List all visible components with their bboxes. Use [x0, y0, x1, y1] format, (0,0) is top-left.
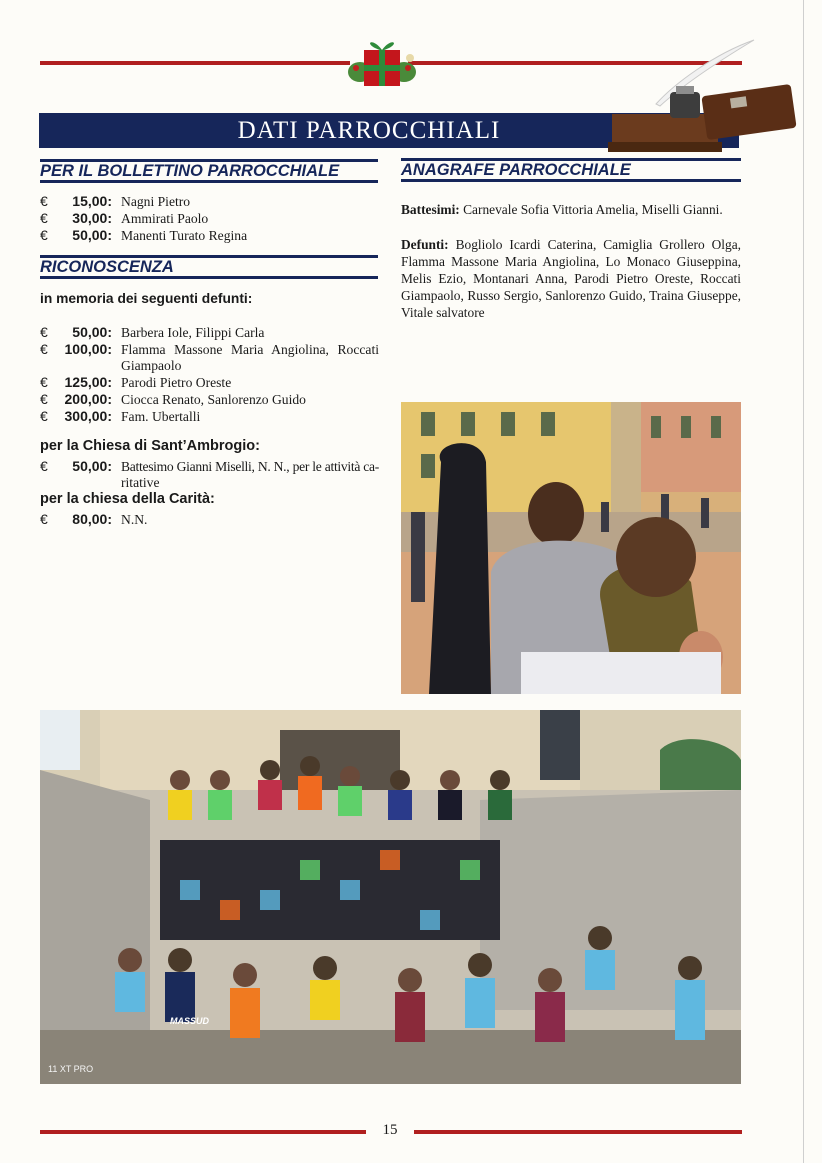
donor-names: Manenti Turato Regina: [121, 228, 248, 243]
riconoscenza-subtitle: in memoria dei seguenti defunti:: [40, 291, 253, 306]
camera-watermark: 11 XT PRO: [48, 1064, 94, 1074]
euro-sign: €: [40, 210, 48, 226]
amount: 200,00:: [64, 391, 112, 407]
amount: 15,00:: [72, 193, 112, 209]
donor-names: Nagni Pietro: [121, 194, 191, 209]
euro-sign: €: [40, 511, 48, 527]
shirt-print-text: MASSUD: [170, 1016, 210, 1026]
anagrafe-heading: ANAGRAFE PARROCCHIALE: [401, 158, 741, 182]
amount: 50,00:: [72, 227, 112, 243]
defunti-paragraph: [401, 236, 741, 321]
euro-sign: €: [40, 324, 48, 340]
amount: 50,00:: [72, 324, 112, 340]
donor-names: Barbera Iole, Filippi Carla: [121, 325, 265, 340]
amount: 50,00:: [72, 458, 112, 474]
street-photo: [401, 402, 741, 694]
page-edge: [803, 0, 804, 1163]
defunti-label: Defunti:: [401, 237, 449, 252]
bollettino-heading: PER IL BOLLETTINO PARROCCHIALE: [40, 159, 378, 183]
group-photo: [40, 710, 741, 1084]
euro-sign: €: [40, 227, 48, 243]
donor-names: Fam. Ubertalli: [121, 409, 201, 424]
battesimi-label: Battesimi:: [401, 202, 460, 217]
donor-names: Ciocca Renato, Sanlorenzo Guido: [121, 392, 306, 407]
page-title: DATI PARROCCHIALI: [237, 117, 501, 144]
donor-names: Battesimo Gianni Miselli, N. N., per le attività ca-: [121, 459, 379, 474]
euro-sign: €: [40, 458, 48, 474]
footer-rule-left: [40, 1130, 366, 1134]
euro-sign: €: [40, 391, 48, 407]
amount: 80,00:: [72, 511, 112, 527]
euro-sign: €: [40, 374, 48, 390]
carita-title: per la chiesa della Carità:: [40, 491, 215, 507]
page-number: 15: [382, 1122, 398, 1138]
euro-sign: €: [40, 341, 48, 357]
donor-names: Ammirati Paolo: [121, 211, 209, 226]
inkwell-quill-icon: [604, 34, 804, 156]
donor-names: Parodi Pietro Oreste: [121, 375, 232, 390]
header-rule-left: [40, 61, 350, 65]
donor-names-continued: ritative: [121, 475, 160, 490]
amount: 300,00:: [64, 408, 112, 424]
amount: 125,00:: [64, 374, 112, 390]
christmas-gift-icon: [344, 28, 420, 98]
donor-names: Flamma Massone Maria Angiolina, Roccati: [121, 342, 379, 357]
battesimi-paragraph: [401, 201, 741, 218]
euro-sign: €: [40, 193, 48, 209]
defunti-text: Bogliolo Icardi Caterina, Camiglia Grollero Olga, Flamma Massone Maria Angiolina, Lo Monaco Giuseppina, Melis Ezio, Montanari Anna, Parodi Pietro Oreste, Roccati Giampaolo, Russo Sergio, Sanlorenzo Guido, Traina Giuseppe, Vitale salvatore: [401, 237, 741, 320]
battesimi-text: Carnevale Sofia Vittoria Amelia, Miselli Gianni.: [459, 202, 723, 217]
donor-names: N.N.: [121, 512, 148, 527]
amount: 100,00:: [64, 341, 112, 357]
euro-sign: €: [40, 408, 48, 424]
riconoscenza-heading: RICONOSCENZA: [40, 255, 378, 279]
donor-names-continued: Giampaolo: [121, 358, 182, 373]
amount: 30,00:: [72, 210, 112, 226]
ambrogio-title: per la Chiesa di Sant’Ambrogio:: [40, 438, 260, 454]
footer-rule-right: [414, 1130, 742, 1134]
